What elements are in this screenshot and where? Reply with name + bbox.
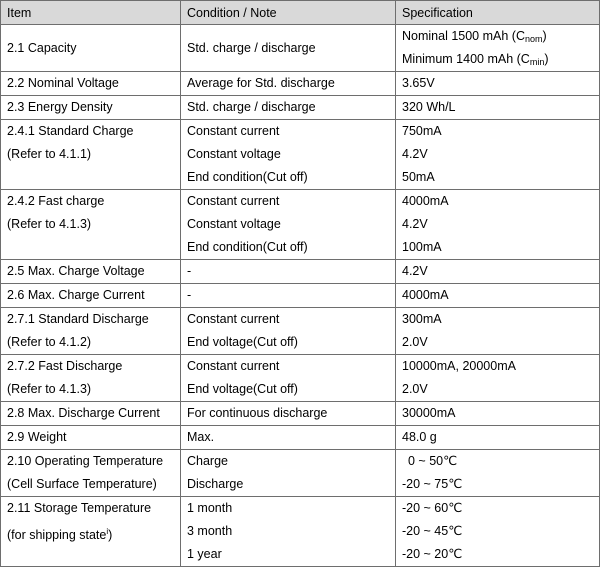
spec-cell: 10000mA, 20000mA 2.0V — [396, 355, 600, 402]
table-row — [1, 497, 600, 567]
table-row — [1, 120, 600, 190]
item-cell: 2.10 Operating Temperature (Cell Surface Temperature) — [1, 450, 181, 497]
spec-cell: -20 ~ 60℃ -20 ~ 45℃ -20 ~ 20℃ — [396, 497, 600, 567]
spec-cell: 30000mA — [396, 402, 600, 426]
condition-cell: Std. charge / discharge — [181, 25, 396, 72]
header-row — [1, 1, 600, 25]
table-row — [1, 426, 600, 450]
spec-cell: 300mA 2.0V — [396, 308, 600, 355]
item-cell: 2.2 Nominal Voltage — [1, 72, 181, 96]
condition-cell: Constant current End voltage(Cut off) — [181, 308, 396, 355]
table-row — [1, 25, 600, 72]
condition-cell: Average for Std. discharge — [181, 72, 396, 96]
item-cell: 2.8 Max. Discharge Current — [1, 402, 181, 426]
spec-cell: 320 Wh/L — [396, 96, 600, 120]
spec-cell: 48.0 g — [396, 426, 600, 450]
table-row — [1, 190, 600, 260]
header-specification: Specification — [396, 1, 600, 25]
condition-cell: Charge Discharge — [181, 450, 396, 497]
condition-cell: Constant current Constant voltage End condition(Cut off) — [181, 120, 396, 190]
spec-cell: 4.2V — [396, 260, 600, 284]
condition-cell: Std. charge / discharge — [181, 96, 396, 120]
condition-cell: Constant current Constant voltage End condition(Cut off) — [181, 190, 396, 260]
item-cell: 2.5 Max. Charge Voltage — [1, 260, 181, 284]
item-cell: 2.3 Energy Density — [1, 96, 181, 120]
item-cell: 2.11 Storage Temperature (for shipping state$^i$) — [1, 497, 181, 567]
table-row — [1, 284, 600, 308]
item-cell: 2.4.2 Fast charge (Refer to 4.1.3) — [1, 190, 181, 260]
item-cell: 2.4.1 Standard Charge (Refer to 4.1.1) — [1, 120, 181, 190]
spec-cell: 4000mA — [396, 284, 600, 308]
minimum-capacity: Minimum 1400 mAh $(C_{min})$ — [402, 52, 549, 67]
table-row — [1, 355, 600, 402]
spec-cell — [396, 25, 600, 72]
table-row — [1, 308, 600, 355]
condition-cell: 1 month 3 month 1 year — [181, 497, 396, 567]
spec-cell: 4000mA 4.2V 100mA — [396, 190, 600, 260]
table-row — [1, 72, 600, 96]
item-cell: 2.7.2 Fast Discharge (Refer to 4.1.3) — [1, 355, 181, 402]
condition-cell: Constant current End voltage(Cut off) — [181, 355, 396, 402]
condition-cell: - — [181, 260, 396, 284]
table-row — [1, 450, 600, 497]
condition-cell: - — [181, 284, 396, 308]
item-cell: 2.6 Max. Charge Current — [1, 284, 181, 308]
spec-cell: 3.65V — [396, 72, 600, 96]
header-item: Item — [1, 1, 181, 25]
header-condition: Condition / Note — [181, 1, 396, 25]
condition-cell: Max. — [181, 426, 396, 450]
nominal-capacity: Nominal 1500 mAh $(C_{nom})$ — [402, 29, 547, 44]
spec-cell: 750mA 4.2V 50mA — [396, 120, 600, 190]
item-cell: 2.7.1 Standard Discharge (Refer to 4.1.2) — [1, 308, 181, 355]
table-row — [1, 260, 600, 284]
spec-cell: 0 ~ 50℃ -20 ~ 75℃ — [396, 450, 600, 497]
item-cell: 2.1 Capacity — [1, 25, 181, 72]
table-row — [1, 402, 600, 426]
table-row — [1, 96, 600, 120]
condition-cell: For continuous discharge — [181, 402, 396, 426]
item-cell: 2.9 Weight — [1, 426, 181, 450]
